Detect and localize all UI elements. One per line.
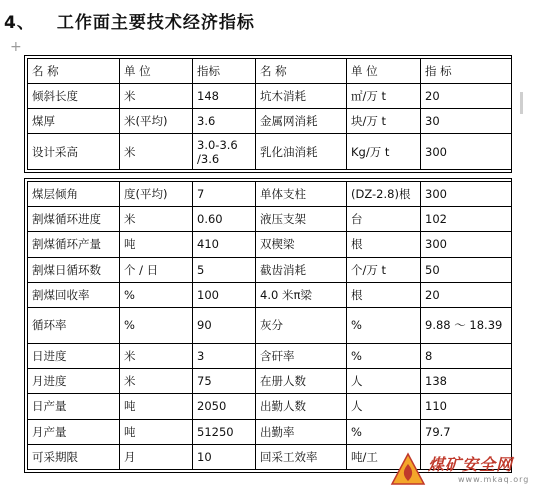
table-cell: 米 (120, 207, 193, 232)
indicator-table-top (24, 55, 512, 173)
table-cell: 个 / 日 (120, 257, 193, 282)
table-cell: 循环率 (28, 307, 120, 343)
table-cell: 90 (193, 307, 256, 343)
table-row (28, 343, 512, 368)
table-cell: 倾斜长度 (28, 84, 120, 109)
table-row (28, 257, 512, 282)
table-cell: 79.7 (421, 419, 512, 444)
table-cell: 138 (421, 369, 512, 394)
table-cell: 吨 (120, 394, 193, 419)
table-cell: 米 (120, 134, 193, 170)
table-cell: 度(平均) (120, 182, 193, 207)
table-cell: 割煤循环产量 (28, 232, 120, 257)
table-cell: 20 (421, 84, 512, 109)
table-cell: 台 (347, 207, 421, 232)
table-cell: 30 (421, 109, 512, 134)
table-cell: Kg/万 t (347, 134, 421, 170)
header-cell: 单 位 (347, 59, 421, 84)
table-cell: 300 (421, 232, 512, 257)
table-cell: 根 (347, 282, 421, 307)
table-cell: 割煤回收率 (28, 282, 120, 307)
table-cell: 金属网消耗 (256, 109, 347, 134)
table-cell: 吨 (120, 419, 193, 444)
table-cell: 煤层倾角 (28, 182, 120, 207)
table-cell: 5 (193, 257, 256, 282)
table-row (28, 369, 512, 394)
table-cell: 米 (120, 84, 193, 109)
table-cell: 300 (421, 182, 512, 207)
table-cell: 0.60 (193, 207, 256, 232)
site-watermark (388, 450, 536, 491)
table-row (28, 307, 512, 343)
table-row (28, 282, 512, 307)
table-cell: 100 (193, 282, 256, 307)
table-row (28, 182, 512, 207)
table-cell: 50 (421, 257, 512, 282)
table-cell: 液压支架 (256, 207, 347, 232)
table-cell: 双楔梁 (256, 232, 347, 257)
table-cell: % (347, 307, 421, 343)
table-cell: 2050 (193, 394, 256, 419)
table-cell: 10 (193, 444, 256, 469)
table-cell: 回采工效率 (256, 444, 347, 469)
table-cell: % (120, 282, 193, 307)
table-cell: 米(平均) (120, 109, 193, 134)
table-cell: 灰分 (256, 307, 347, 343)
table-cell: 9.88 ～ 18.39 (421, 307, 512, 343)
table-cell: 51250 (193, 419, 256, 444)
table-row (28, 109, 512, 134)
table-cell: 月产量 (28, 419, 120, 444)
table-cell: 出勤率 (256, 419, 347, 444)
table-cell: 割煤循环进度 (28, 207, 120, 232)
table-cell: 吨/工 (347, 444, 421, 469)
scroll-marker (520, 92, 523, 114)
table-cell: ㎡/万 t (347, 84, 421, 109)
table-cell: 75 (193, 369, 256, 394)
table-cell: (DZ-2.8)根 (347, 182, 421, 207)
table-cell: 在册人数 (256, 369, 347, 394)
table-cell: 20 (421, 282, 512, 307)
table-cell: 截齿消耗 (256, 257, 347, 282)
table-cell: 坑木消耗 (256, 84, 347, 109)
table-cell: 米 (120, 369, 193, 394)
table-row (28, 419, 512, 444)
indicator-table-bottom (24, 178, 512, 473)
table-cell: 块/万 t (347, 109, 421, 134)
table-cell: % (347, 343, 421, 368)
table-cell: 110 (421, 394, 512, 419)
table-cell: 8 (421, 343, 512, 368)
table-cell: 4.0 米π梁 (256, 282, 347, 307)
table-cell: 可采期限 (28, 444, 120, 469)
table-cell: 月进度 (28, 369, 120, 394)
table-cell: 个/万 t (347, 257, 421, 282)
table-cell: 日进度 (28, 343, 120, 368)
table-cell: 410 (193, 232, 256, 257)
table-row (28, 232, 512, 257)
table-cell: 月 (120, 444, 193, 469)
table-cell: 148 (193, 84, 256, 109)
table-cell: 人 (347, 394, 421, 419)
header-cell: 指 标 (421, 59, 512, 84)
table-cell: 吨 (120, 232, 193, 257)
table-cell: 3 (193, 343, 256, 368)
table-cell: 300 (421, 134, 512, 170)
table-move-handle-icon[interactable]: + (10, 39, 22, 55)
table-cell: 102 (421, 207, 512, 232)
section-title: 工作面主要技术经济指标 (56, 13, 255, 33)
table-cell: 3.0-3.6 /3.6 (193, 134, 256, 170)
table-cell: 出勤人数 (256, 394, 347, 419)
table-cell: 煤厚 (28, 109, 120, 134)
flame-logo-icon (388, 450, 428, 486)
table-cell: 单体支柱 (256, 182, 347, 207)
table-cell: 设计采高 (28, 134, 120, 170)
header-cell: 单 位 (120, 59, 193, 84)
header-cell: 指标 (193, 59, 256, 84)
table-row (28, 134, 512, 170)
section-heading (4, 8, 255, 33)
table-cell: 日产量 (28, 394, 120, 419)
watermark-text: 煤矿安全网 (428, 455, 514, 474)
watermark-url: www.mkaq.org (458, 475, 530, 484)
header-cell: 名 称 (256, 59, 347, 84)
section-number: 4、 (4, 13, 35, 33)
table-cell: 人 (347, 369, 421, 394)
table-cell: 米 (120, 343, 193, 368)
table-row (28, 394, 512, 419)
table-cell: % (120, 307, 193, 343)
table-cell: 乳化油消耗 (256, 134, 347, 170)
table-cell: 3.6 (193, 109, 256, 134)
table-row (28, 84, 512, 109)
table-cell: % (347, 419, 421, 444)
table-row (28, 207, 512, 232)
header-cell: 名 称 (28, 59, 120, 84)
table-cell: 根 (347, 232, 421, 257)
table-cell: 割煤日循环数 (28, 257, 120, 282)
table-cell: 7 (193, 182, 256, 207)
table-header-row (28, 59, 512, 84)
table-cell: 含矸率 (256, 343, 347, 368)
